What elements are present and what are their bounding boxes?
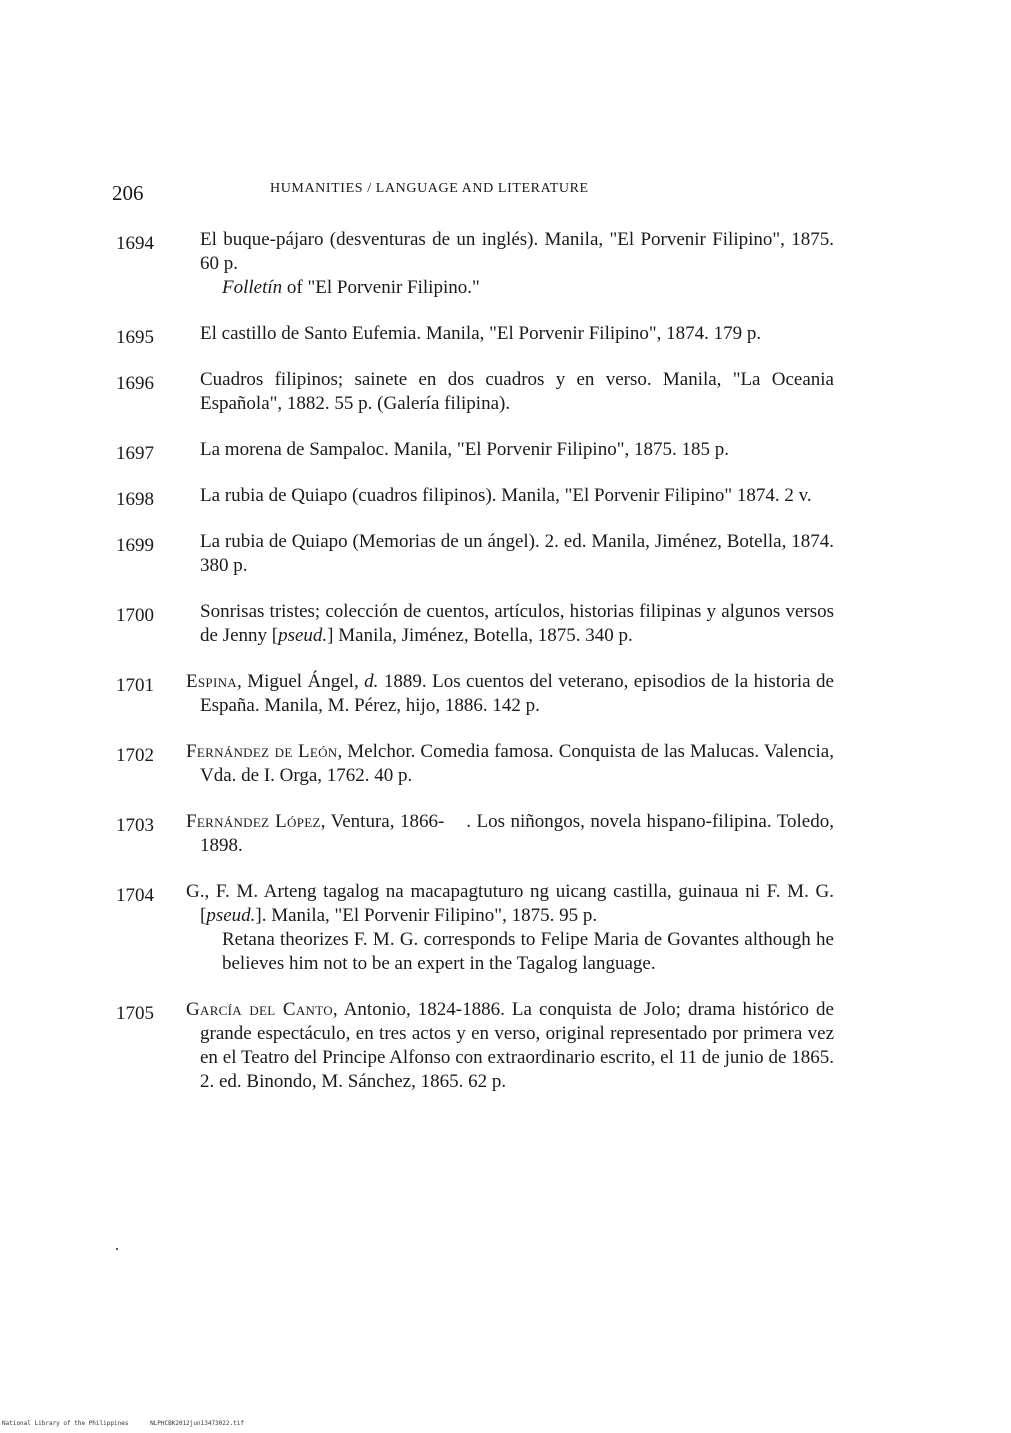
page-number: 206	[112, 181, 144, 205]
entry-number: 1697	[116, 443, 154, 464]
entry-1702	[112, 740, 834, 788]
entry-number: 1704	[116, 885, 154, 906]
entry-1705	[112, 998, 834, 1094]
entry-1704	[112, 880, 834, 976]
entry-citation: , Antonio, 1824-1886. La conquista de Jolo; drama histórico de grande espectáculo, en tres actos y en verso, original representado por primera vez en el Teatro del Principe Alfonso con extraordinario escrito, el 11 de junio de 1865. 2. ed. Binondo, M. Sánchez, 1865. 62 p.	[200, 999, 834, 1092]
entry-number: 1705	[116, 1003, 154, 1024]
entry-number: 1700	[116, 605, 154, 626]
scan-footer	[2, 1420, 262, 1427]
author-surname: Espina	[186, 671, 237, 692]
entry-citation-part-b: ] Manila, Jiménez, Botella, 1875. 340 p.	[327, 625, 633, 646]
entry-text	[186, 740, 834, 788]
entry-text	[200, 530, 834, 578]
note-text: of "El Porvenir Filipino."	[282, 277, 480, 298]
entry-text	[186, 998, 834, 1094]
bibliography-list	[112, 228, 839, 1116]
entry-1697	[112, 438, 834, 462]
entry-citation-part-a: , Miguel Ángel,	[236, 671, 365, 692]
entry-citation: La morena de Sampaloc. Manila, "El Porvenir Filipino", 1875. 185 p.	[200, 439, 729, 460]
entry-citation-part-b: ]. Manila, "El Porvenir Filipino", 1875. 95 p.	[255, 905, 598, 926]
entry-citation: , Melchor. Comedia famosa. Conquista de las Malucas. Valencia, Vda. de I. Orga, 1762. 40 p.	[200, 741, 834, 786]
entry-citation: Cuadros filipinos; sainete en dos cuadros y en verso. Manila, "La Oceania Española", 1882. 55 p. (Galería filipina).	[200, 369, 834, 414]
entry-text	[200, 228, 834, 300]
entry-note	[200, 276, 834, 300]
entry-number: 1696	[116, 373, 154, 394]
entry-citation-part-a: Sonrisas tristes; colección de cuentos, artículos, historias filipinas y algunos versos de Jenny [	[200, 601, 834, 646]
entry-1700	[112, 600, 834, 648]
entry-number: 1703	[116, 815, 154, 836]
header-title: HUMANITIES / LANGUAGE AND LITERATURE	[270, 181, 589, 196]
scan-speck	[116, 1248, 118, 1250]
entry-citation: , Ventura, 1866- . Los niñongos, novela hispano-filipina. Toledo, 1898.	[200, 811, 839, 856]
entry-number: 1699	[116, 535, 154, 556]
author-surname: Fernández López	[186, 811, 321, 832]
entry-text	[200, 438, 834, 462]
entry-text	[200, 322, 834, 346]
entry-citation: La rubia de Quiapo (Memorias de un ángel). 2. ed. Manila, Jiménez, Botella, 1874. 380 p.	[200, 531, 834, 576]
entry-1699	[112, 530, 834, 578]
entry-citation-part-a: G., F. M. Arteng tagalog na macapagtuturo ng uicang castilla, guinaua ni F. M. G. [	[186, 881, 834, 926]
footer-file-id: NLPHCBK2012jun13473022.tif	[150, 1420, 244, 1427]
entry-citation-italic: d.	[364, 671, 379, 692]
entry-1698	[112, 484, 834, 508]
running-head	[112, 181, 832, 211]
entry-number: 1701	[116, 675, 154, 696]
entry-text	[200, 484, 834, 508]
entry-text	[186, 670, 834, 718]
entry-1701	[112, 670, 834, 718]
entry-1694	[112, 228, 834, 300]
entry-citation-italic: pseud.	[206, 905, 256, 926]
entry-number: 1698	[116, 489, 154, 510]
entry-1695	[112, 322, 834, 346]
entry-text	[186, 810, 839, 858]
entry-text	[200, 600, 834, 648]
entry-text	[200, 368, 834, 416]
entry-number: 1695	[116, 327, 154, 348]
entry-citation: El castillo de Santo Eufemia. Manila, "El Porvenir Filipino", 1874. 179 p.	[200, 323, 762, 344]
entry-text	[186, 880, 834, 976]
author-surname: García del Canto	[186, 999, 333, 1020]
note-italic: Folletín	[222, 277, 283, 298]
entry-citation: El buque-pájaro (desventuras de un inglés). Manila, "El Porvenir Filipino", 1875. 60 p.	[200, 229, 834, 274]
footer-library: National Library of the Philippines	[2, 1420, 129, 1427]
entry-note: Retana theorizes F. M. G. corresponds to Felipe Maria de Govantes although he believes him not to be an expert in the Tagalog language.	[222, 929, 834, 974]
entry-1696	[112, 368, 834, 416]
author-surname: Fernández de León	[186, 741, 338, 762]
entry-citation-italic: pseud.	[278, 625, 328, 646]
entry-number: 1702	[116, 745, 154, 766]
entry-citation-part-b: 1889. Los cuentos del veterano, episodios de la historia de España. Manila, M. Pérez, hijo, 1886. 142 p.	[200, 671, 834, 716]
entry-citation: La rubia de Quiapo (cuadros filipinos). Manila, "El Porvenir Filipino" 1874. 2 v.	[200, 485, 812, 506]
entry-number: 1694	[116, 233, 154, 254]
entry-1703	[112, 810, 839, 858]
